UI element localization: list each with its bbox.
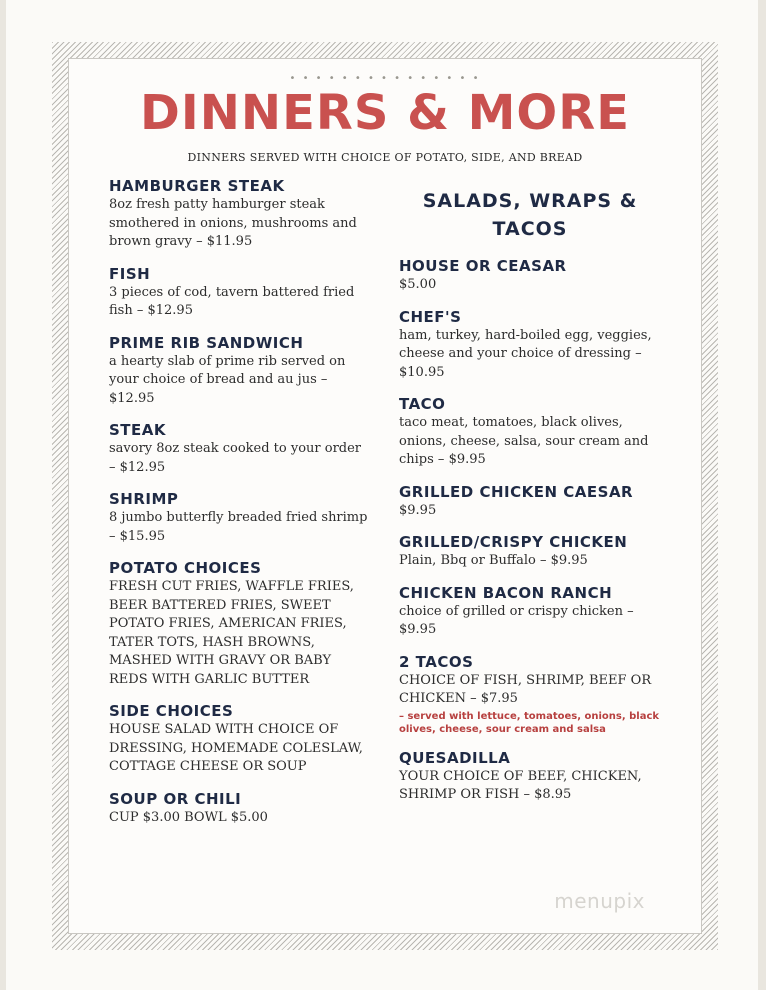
menu-item	[109, 177, 371, 252]
item-description: CUP $3.00 BOWL $5.00	[109, 809, 268, 825]
item-description: choice of grilled or crispy chicken – $9.95	[399, 603, 634, 637]
decorative-border	[52, 42, 718, 950]
section-heading: SALADS, WRAPS & TACOS	[422, 190, 638, 240]
item-name: GRILLED/CRISPY CHICKEN	[399, 533, 628, 551]
menu-item	[109, 265, 371, 321]
item-name: HOUSE OR CEASAR	[399, 257, 567, 275]
menu-item	[399, 749, 661, 805]
item-name: FISH	[109, 264, 151, 283]
item-name: STEAK	[109, 421, 167, 439]
item-note: – served with lettuce, tomatoes, onions, black olives, cheese, sour cream and salsa	[399, 710, 660, 735]
menu-item	[109, 702, 371, 777]
item-description: 8 jumbo butterfly breaded fried shrimp – $15.95	[109, 510, 368, 544]
left-column	[109, 177, 371, 840]
item-name: TACO	[399, 395, 446, 413]
item-name: SHRIMP	[109, 490, 179, 508]
item-description: $9.95	[399, 502, 437, 518]
item-name: QUESADILLA	[399, 748, 511, 767]
menu-content	[68, 58, 702, 934]
item-name: SOUP OR CHILI	[109, 789, 242, 808]
item-name: CHICKEN BACON RANCH	[399, 583, 613, 602]
item-name: SIDE CHOICES	[109, 702, 234, 720]
item-description: YOUR CHOICE OF BEEF, CHICKEN, SHRIMP OR FISH – $8.95	[399, 768, 642, 802]
item-description: savory 8oz steak cooked to your order – $12.95	[109, 441, 362, 475]
item-name: POTATO CHOICES	[109, 559, 262, 577]
menu-page	[6, 0, 758, 990]
right-column	[399, 187, 661, 818]
menu-item	[109, 490, 371, 546]
item-name: CHEF'S	[399, 307, 462, 326]
menu-item	[109, 334, 371, 409]
menu-item	[399, 257, 661, 295]
item-name: GRILLED CHICKEN CAESAR	[399, 482, 634, 501]
item-description: FRESH CUT FRIES, WAFFLE FRIES, BEER BATTERED FRIES, SWEET POTATO FRIES, AMERICAN FRIES, TATER TOTS, HASH BROWNS, MASHED WITH GRAVY OR BABY REDS WITH GARLIC BUTTER	[109, 579, 354, 687]
page-subtitle: DINNERS SERVED WITH CHOICE OF POTATO, SIDE, AND BREAD	[187, 151, 583, 164]
menu-item	[399, 483, 661, 521]
dot-divider: • • • • • • • • • • • • • • •	[289, 73, 481, 84]
menu-item	[109, 421, 371, 477]
menu-item	[109, 559, 371, 689]
item-name: PRIME RIB SANDWICH	[109, 333, 304, 352]
item-description: taco meat, tomatoes, black olives, onions, cheese, salsa, sour cream and chips – $9.95	[399, 415, 649, 467]
page-title: DINNERS & MORE	[140, 85, 630, 141]
item-description: CHOICE OF FISH, SHRIMP, BEEF OR CHICKEN – $7.95	[399, 672, 652, 706]
item-description: 8oz fresh patty hamburger steak smothered in onions, mushrooms and brown gravy – $11.95	[109, 197, 357, 249]
menu-item	[399, 653, 661, 736]
item-description: HOUSE SALAD WITH CHOICE OF DRESSING, HOMEMADE COLESLAW, COTTAGE CHEESE OR SOUP	[109, 722, 363, 774]
menu-item	[399, 584, 661, 640]
item-name: HAMBURGER STEAK	[109, 177, 285, 195]
item-description: a hearty slab of prime rib served on your choice of bread and au jus – $12.95	[109, 353, 346, 406]
menu-item	[399, 395, 661, 470]
item-description: $5.00	[399, 277, 437, 292]
item-description: ham, turkey, hard-boiled egg, veggies, cheese and your choice of dressing – $10.95	[399, 327, 652, 380]
item-name: 2 TACOS	[399, 652, 474, 671]
item-description: 3 pieces of cod, tavern battered fried fish – $12.95	[109, 284, 355, 318]
menu-item	[399, 308, 661, 383]
menu-item	[109, 790, 371, 828]
menu-item	[399, 533, 661, 571]
item-description: Plain, Bbq or Buffalo – $9.95	[399, 553, 588, 568]
watermark: menupix	[554, 889, 645, 913]
